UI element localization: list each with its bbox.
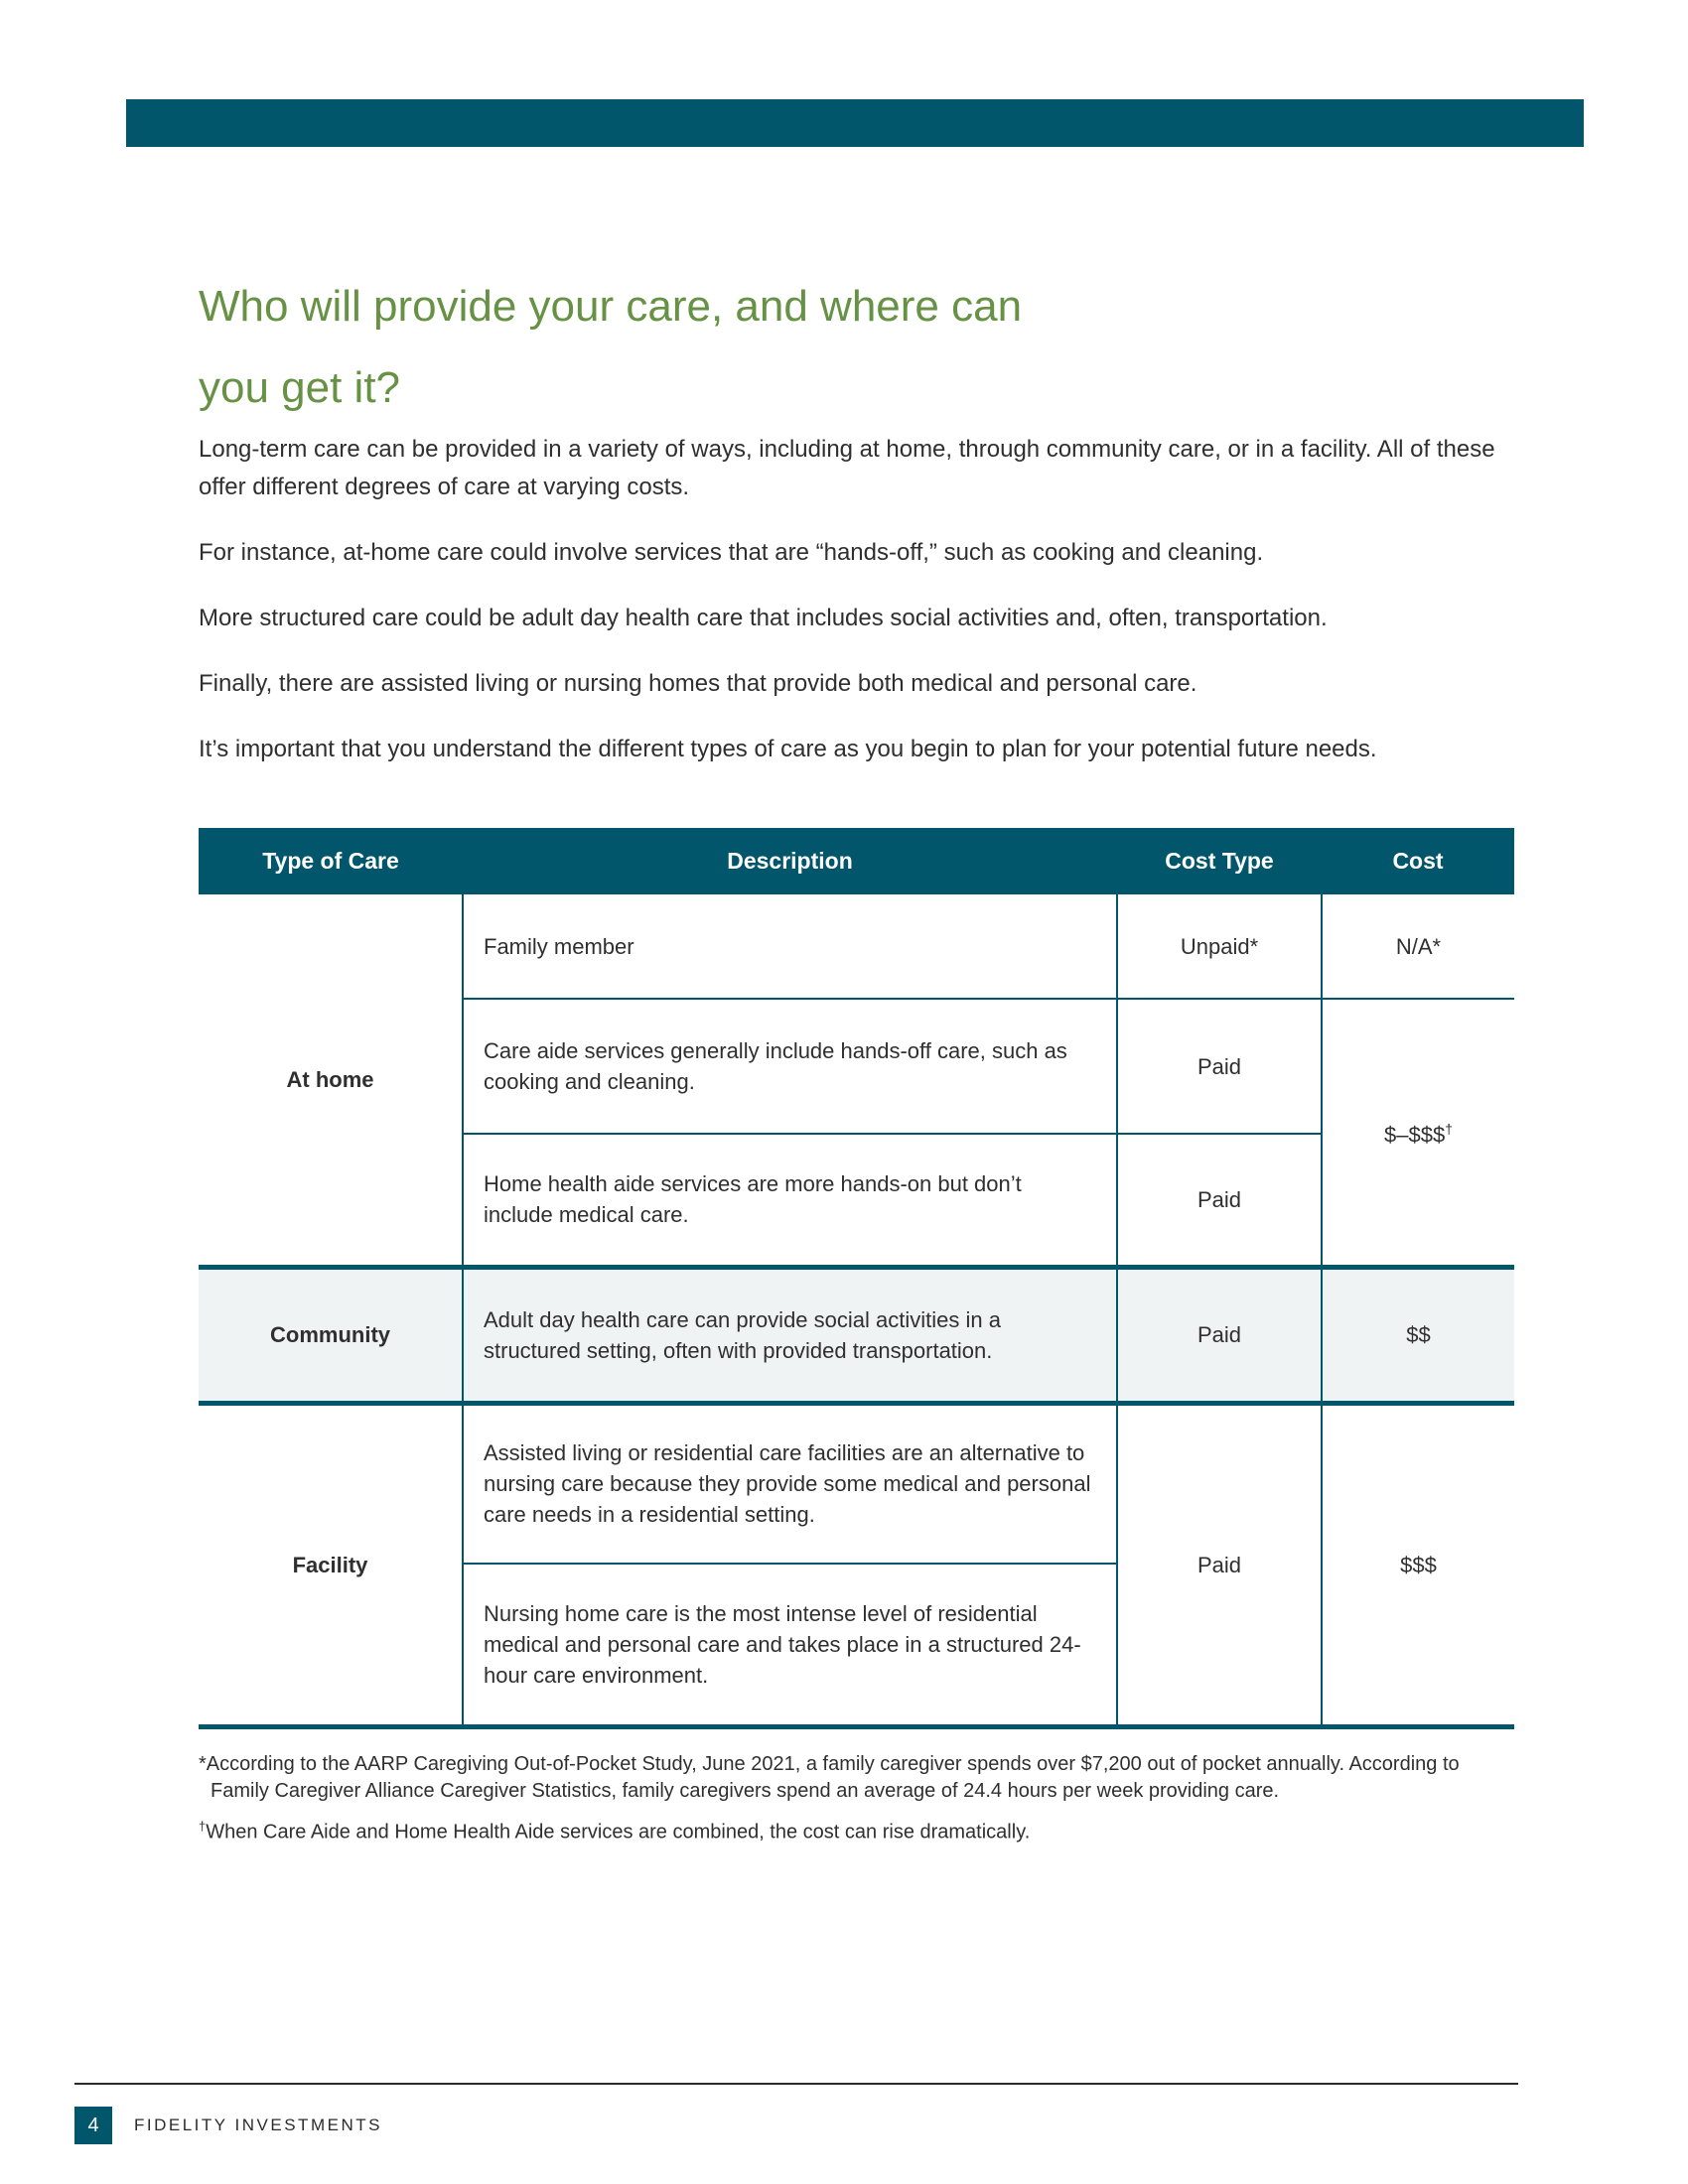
paragraph-2: For instance, at-home care could involve services that are “hands-off,” such as cooking and cleaning. <box>199 539 1264 566</box>
paragraph-5: It’s important that you understand the different types of care as you begin to plan for your potential future needs. <box>199 736 1377 762</box>
cell-family-member-desc: Family member <box>463 894 1117 999</box>
header-bar <box>126 99 1584 147</box>
cost-range-dagger: † <box>1445 1121 1453 1138</box>
cell-facility-cost: $$$ <box>1322 1403 1514 1726</box>
cell-community-desc: Adult day health care can provide social activities in a structured setting, often with provided transportation. <box>463 1267 1117 1403</box>
footnote-dagger-symbol: † <box>199 1818 207 1834</box>
table-header <box>199 828 1514 894</box>
table-row <box>199 894 1514 999</box>
header-cost-type: Cost Type <box>1117 828 1322 894</box>
cell-community-cost: $$ <box>1322 1267 1514 1403</box>
footnote-asterisk <box>199 1751 1519 1805</box>
footnote-asterisk-symbol: * <box>199 1752 207 1775</box>
cost-range-value: $–$$$ <box>1384 1122 1446 1148</box>
header-cost: Cost <box>1322 828 1514 894</box>
page-number: 4 <box>87 2114 99 2136</box>
care-options-table <box>199 828 1514 1729</box>
cell-care-aide-desc: Care aide services generally include hands-off care, such as cooking and cleaning. <box>463 999 1117 1134</box>
paragraph-1: Long-term care can be provided in a variety of ways, including at home, through community care, or in a facility. All of these offer different degrees of care at varying costs. <box>199 436 1495 500</box>
footer-divider <box>74 2083 1518 2085</box>
cell-nursing-home-desc: Nursing home care is the most intense level of residential medical and personal care and takes place in a structured 24-hour care environment. <box>463 1564 1117 1726</box>
paragraph-3: More structured care could be adult day health care that includes social activities and, often, transportation. <box>199 605 1328 631</box>
footnote-asterisk-text: According to the AARP Caregiving Out-of-Pocket Study, June 2021, a family caregiver spends over $7,200 out of pocket annually. According to Family Caregiver Alliance Caregiver Statistics, family caregivers spend an average of 24.4 hours per week providing care. <box>206 1752 1460 1802</box>
cell-at-home-cost-range <box>1322 999 1514 1267</box>
cell-community-label: Community <box>199 1267 463 1403</box>
header-type-of-care: Type of Care <box>199 828 463 894</box>
footnotes <box>199 1751 1519 1846</box>
footnote-dagger <box>199 1813 1519 1846</box>
page-title-line1: Who will provide your care, and where can <box>199 282 1023 331</box>
page-footer <box>74 2083 1518 2144</box>
page-number-badge <box>74 2107 112 2144</box>
table-header-row <box>199 828 1514 894</box>
page-title-line2: you get it? <box>199 363 401 412</box>
cell-at-home-label: At home <box>199 894 463 1267</box>
cell-community-cost-type: Paid <box>1117 1267 1322 1403</box>
cell-facility-cost-type: Paid <box>1117 1403 1322 1726</box>
cell-family-member-cost-type: Unpaid* <box>1117 894 1322 999</box>
cell-home-health-desc: Home health aide services are more hands-on but don’t include medical care. <box>463 1134 1117 1267</box>
intro-paragraphs <box>199 431 1519 768</box>
footnote-dagger-text: When Care Aide and Home Health Aide services are combined, the cost can rise dramatically. <box>206 1821 1031 1843</box>
table-row <box>199 1403 1514 1564</box>
paragraph-4: Finally, there are assisted living or nursing homes that provide both medical and personal care. <box>199 670 1197 697</box>
table-row-community <box>199 1267 1514 1403</box>
cell-family-member-cost: N/A* <box>1322 894 1514 999</box>
footer-row <box>74 2107 1518 2144</box>
cell-facility-label: Facility <box>199 1403 463 1726</box>
cell-home-health-cost-type: Paid <box>1117 1134 1322 1267</box>
page-title <box>199 266 1519 429</box>
brand-name: FIDELITY INVESTMENTS <box>134 2116 382 2134</box>
header-description: Description <box>463 828 1117 894</box>
cell-assisted-living-desc: Assisted living or residential care facilities are an alternative to nursing care because they provide some medical and personal care needs in a residential setting. <box>463 1403 1117 1564</box>
content-area <box>199 266 1519 1853</box>
cell-care-aide-cost-type: Paid <box>1117 999 1322 1134</box>
